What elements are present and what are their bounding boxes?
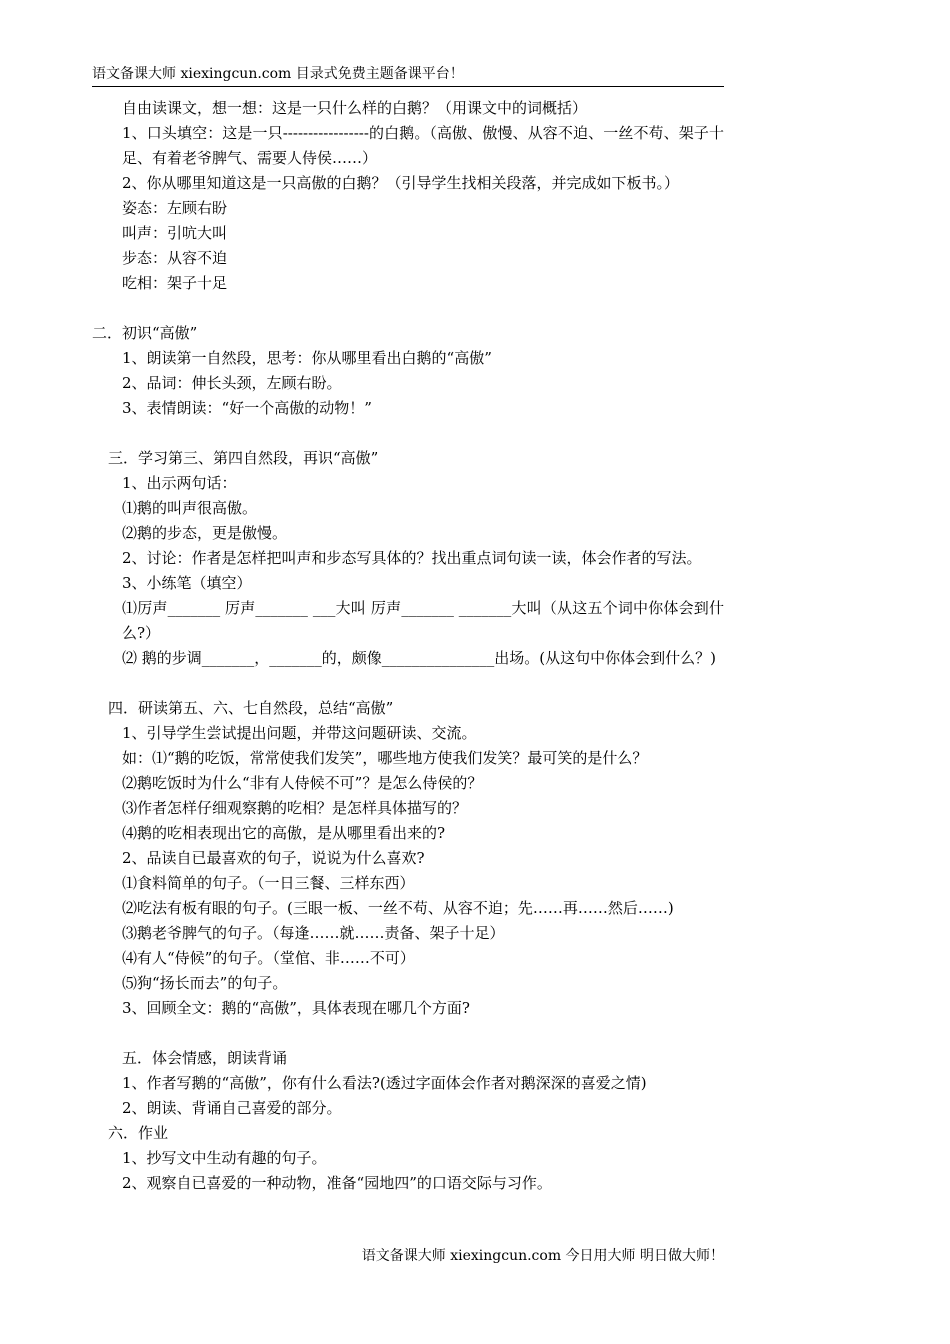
text-line: ⑴鹅的叫声很高傲。 <box>122 499 258 517</box>
text-line: 1、作者写鹅的“高傲”，你有什么看法?(透过字面体会作者对鹅深深的喜爱之情) <box>122 1074 647 1092</box>
text-line: 吃相：架子十足 <box>122 274 228 292</box>
text-line: 姿态：左顾右盼 <box>122 199 228 217</box>
text-line: 1、朗读第一自然段，思考：你从哪里看出白鹅的“高傲” <box>122 349 492 367</box>
text-line: 3、小练笔（填空） <box>122 574 252 592</box>
text-line: 3、回顾全文：鹅的“高傲”，具体表现在哪几个方面? <box>122 999 470 1017</box>
section-heading: 六．作业 <box>108 1124 169 1142</box>
text-line: ⑶鹅老爷脾气的句子。（每逢……就……责备、架子十足） <box>122 924 505 942</box>
text-line: 步态：从容不迫 <box>122 249 228 267</box>
text-line: 1、抄写文中生动有趣的句子。 <box>122 1149 327 1167</box>
text-line: ⑵鹅的步态，更是傲慢。 <box>122 524 288 542</box>
text-line: ⑵鹅吃饭时为什么“非有人侍候不可”？是怎么侍侯的？ <box>122 774 483 792</box>
text-line: 叫声：引吭大叫 <box>122 224 228 242</box>
text-line: 2、品词：伸长头颈，左顾右盼。 <box>122 374 342 392</box>
text-line: ⑴食料简单的句子。（一日三餐、三样东西） <box>122 874 415 892</box>
text-line: 2、观察自已喜爱的一种动物，准备“园地四”的口语交际与习作。 <box>122 1174 552 1192</box>
text-line: 自由读课文，想一想：这是一只什么样的白鹅？（用课文中的词概括） <box>122 99 588 117</box>
page-footer: 语文备课大师 xiexingcun.com 今日用大师 明日做大师！ <box>361 1248 724 1264</box>
text-line: 1、口头填空：这是一只-----------------的白鹅。（高傲、傲慢、从容不迫、一丝不苟、架子十足、有着老爷脾气、需要人侍侯……） <box>122 124 724 167</box>
text-line: 如：⑴“鹅的吃饭，常常使我们发笑”，哪些地方使我们发笑？最可笑的是什么？ <box>122 749 648 767</box>
text-line: 2、品读自已最喜欢的句子，说说为什么喜欢? <box>122 849 425 867</box>
section-heading: 二．初识“高傲” <box>92 324 198 342</box>
text-line: ⑴厉声_______ 厉声_______ ___大叫 厉声_______ _______大叫（从这五个词中你体会到什么?） <box>122 599 724 642</box>
document-body <box>92 96 724 1196</box>
document-page <box>92 0 724 1344</box>
blank-line <box>92 671 724 696</box>
text-line: ⑶作者怎样仔细观察鹅的吃相？是怎样具体描写的？ <box>122 799 468 817</box>
text-line: ⑷鹅的吃相表现出它的高傲，是从哪里看出来的? <box>122 824 446 842</box>
text-line: 3、表情朗读：“好一个高傲的动物！” <box>122 399 372 417</box>
text-line: 1、出示两句话： <box>122 474 237 492</box>
blank-line <box>92 421 724 446</box>
text-line: 2、你从哪里知道这是一只高傲的白鹅？（引导学生找相关段落，并完成如下板书。） <box>122 174 680 192</box>
page-header: 语文备课大师 xiexingcun.com 目录式免费主题备课平台！ <box>92 62 724 87</box>
text-line: 2、朗读、背诵自己喜爱的部分。 <box>122 1099 342 1117</box>
text-line: 2、讨论：作者是怎样把叫声和步态写具体的？找出重点词句读一读，体会作者的写法。 <box>122 549 702 567</box>
text-line: ⑸狗“扬长而去”的句子。 <box>122 974 288 992</box>
text-line: ⑵吃法有板有眼的句子。(三眼一板、一丝不苟、从容不迫；先……再……然后……) <box>122 899 674 917</box>
text-line: ⑵ 鹅的步调_______，_______的，颇像_______________出场。(从这句中你体会到什么？) <box>122 649 716 667</box>
section-heading: 三．学习第三、第四自然段，再识“高傲” <box>108 449 379 467</box>
section-heading: 四．研读第五、六、七自然段，总结“高傲” <box>108 699 394 717</box>
section-heading: 五．体会情感，朗读背诵 <box>122 1049 288 1067</box>
text-line: ⑷有人“侍候”的句子。（堂倌、非……不可） <box>122 949 415 967</box>
text-line: 1、引导学生尝试提出问题，并带这问题研读、交流。 <box>122 724 477 742</box>
blank-line <box>92 1021 724 1046</box>
blank-line <box>92 296 724 321</box>
